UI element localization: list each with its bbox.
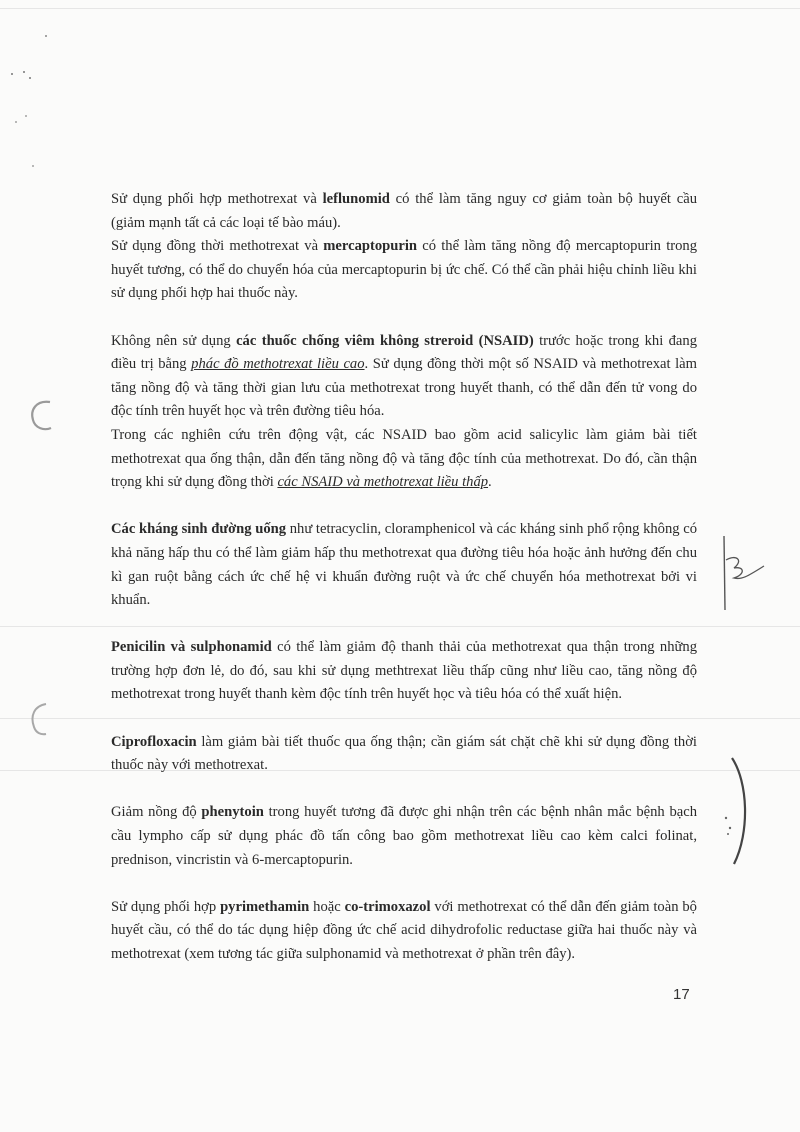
text-run: với methotrexat có thể dẫn đến giảm toàn bộ huyết cầu, có thể do tác dụng hiệp đồng ức chế acid dihydrofolic reductase giữa hai thuốc này và methotrexat (xem tương tác giữa sulphonamid và methotrexat ở phần trên đây). bbox=[111, 898, 697, 962]
paragraph bbox=[111, 330, 697, 424]
paragraph bbox=[111, 731, 697, 778]
handwritten-bracket bbox=[716, 752, 756, 872]
drug-name: các thuốc chống viêm không streroid (NSAID) bbox=[236, 332, 534, 349]
text-run: Không nên sử dụng bbox=[111, 332, 237, 349]
text-run: hoặc bbox=[309, 898, 345, 915]
text-run: làm giảm bài tiết thuốc qua ống thận; cần giám sát chặt chẽ khi sử dụng đồng thời thuốc này với methotrexat. bbox=[111, 733, 697, 774]
text-run: như tetracyclin, cloramphenicol và các kháng sinh phổ rộng không có khả năng hấp thu có thể làm giảm hấp thu methotrexat qua đường tiêu hóa hoặc ảnh hưởng đến chu kì gan ruột bằng cách ức chế hệ vi khuẩn đường ruột và ức chế chuyển hóa methotrexat bởi vi khuẩn. bbox=[111, 521, 697, 609]
page-number: 17 bbox=[673, 986, 690, 1003]
paragraph-gap bbox=[111, 495, 697, 519]
scan-line bbox=[0, 8, 800, 9]
paragraph-gap bbox=[111, 613, 697, 637]
text-run: . Sử dụng đồng thời một số NSAID và methotrexat làm tăng nồng độ và tăng thời gian lưu của methotrexat trong huyết thanh, có thể dẫn đến tử vong do độc tính trên huyết học và trên đường tiêu hóa. bbox=[111, 356, 697, 420]
paragraph-gap bbox=[111, 872, 697, 896]
paragraph bbox=[111, 801, 697, 872]
text-run: Sử dụng đồng thời methotrexat và bbox=[111, 238, 324, 255]
text-run: có thể làm tăng nguy cơ giảm toàn bộ huyết cầu (giảm mạnh tất cả các loại tế bào máu). bbox=[111, 191, 697, 231]
drug-name: Các kháng sinh đường uống bbox=[111, 521, 287, 538]
drug-name: Penicilin và sulphonamid bbox=[111, 639, 272, 656]
text-run: Sử dụng phối hợp bbox=[111, 898, 221, 915]
scan-speck bbox=[0, 20, 60, 180]
drug-name: leflunomid bbox=[322, 191, 390, 207]
text-run: Giảm nồng độ bbox=[111, 804, 202, 821]
handwritten-initial bbox=[716, 530, 776, 620]
regimen-term: phác đồ methotrexat liều cao bbox=[191, 356, 365, 373]
paragraph bbox=[111, 896, 697, 967]
punch-hole-mark bbox=[22, 700, 62, 740]
drug-name: phenytoin bbox=[201, 804, 264, 821]
drug-name: Ciprofloxacin bbox=[111, 733, 197, 750]
drug-name: mercaptopurin bbox=[323, 238, 418, 255]
drug-name: pyrimethamin bbox=[220, 898, 310, 915]
document-body bbox=[111, 188, 697, 967]
paragraph bbox=[111, 188, 697, 235]
paragraph bbox=[111, 636, 697, 707]
paragraph-gap bbox=[111, 707, 697, 731]
paragraph-gap bbox=[111, 778, 697, 802]
paragraph-gap bbox=[111, 306, 697, 330]
punch-hole-mark bbox=[24, 396, 64, 436]
paragraph bbox=[111, 424, 697, 495]
text-run: có thể làm giảm độ thanh thải của methotrexat qua thận trong những trường hợp đơn lẻ, do đó, sau khi sử dụng methtrexat liều thấp cũng như liều cao, tăng nồng độ methotrexat trong huyết thanh kèm độc tính trên huyết học và tiêu hóa có thể xuất hiện. bbox=[111, 639, 697, 703]
paragraph bbox=[111, 518, 697, 612]
regimen-term: các NSAID và methotrexat liều thấp bbox=[277, 474, 489, 491]
text-run: Trong các nghiên cứu trên động vật, các NSAID bao gồm acid salicylic làm giảm bài tiết methotrexat qua ống thận, dẫn đến tăng nồng độ và tăng độc tính của methotrexat. Do đó, cần thận trọng khi sử dụng đồng thời bbox=[111, 426, 697, 491]
text-run: . bbox=[488, 474, 492, 491]
text-run: Sử dụng phối hợp methotrexat và bbox=[111, 191, 323, 207]
text-run: trong huyết tương đã được ghi nhận trên các bệnh nhân mắc bệnh bạch cầu lympho cấp sử dụng phác đồ tấn công bao gồm methotrexat liều cao kèm calci folinat, prednison, vincristin và 6-mercaptopurin. bbox=[111, 804, 697, 868]
text-run: trước hoặc trong khi đang điều trị bằng bbox=[111, 332, 697, 373]
paragraph bbox=[111, 235, 697, 306]
drug-name: co-trimoxazol bbox=[344, 898, 431, 915]
text-run: có thể làm tăng nồng độ mercaptopurin trong huyết tương, có thể do chuyển hóa của mercaptopurin bị ức chế. Có thể cần phải hiệu chỉnh liều khi sử dụng phối hợp hai thuốc này. bbox=[111, 238, 697, 302]
